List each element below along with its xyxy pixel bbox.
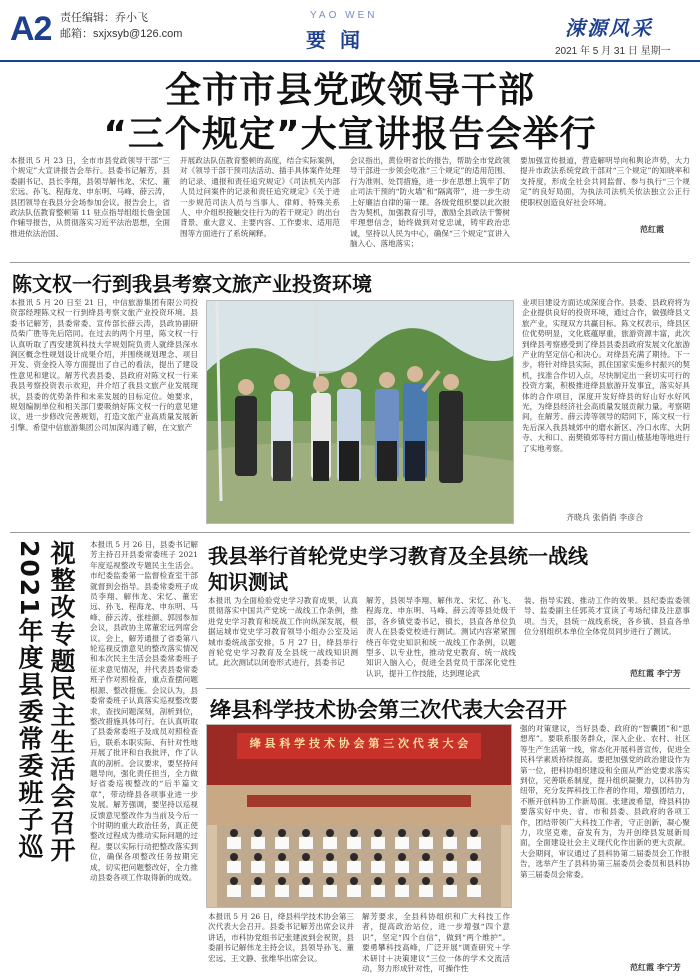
issue-date: 2021 年 5 月 31 日 星期一 — [555, 46, 671, 57]
newspaper-name: 涑源风采 — [565, 16, 653, 40]
article4-column-3: 装、指导实践、推动工作的效果。县纪委监委领导、监委副主任郭英才宣读了考场纪律及注意事项。当天，县统一战线系统，各乡镇、县直各单位分别组织本单位全体党员同步进行了测试。 — [524, 596, 690, 637]
article1-headline-line1: 全市市县党政领导干部 — [164, 70, 535, 111]
article5-headline: 绛县科学技术协会第三次代表大会召开 — [210, 698, 567, 722]
article5-byline: 范红霞 李宁芳 — [630, 962, 681, 972]
article4-headline-line1: 我县举行首轮党史学习教育及全县统一战线 — [208, 544, 588, 568]
editor-name: 责任编辑：乔小飞 — [60, 12, 148, 24]
article1-byline: 范红霞 — [640, 224, 664, 234]
article2-byline: 齐晓兵 张俏俏 李彦合 — [566, 513, 644, 522]
page-number: A2 — [10, 10, 52, 48]
article2-headline: 陈文权一行到我县考察文旅产业投资环境 — [12, 272, 372, 296]
article5-right-column: 强的对策建议，当好县委、政府的“智囊团”和“思想库”。要联系服务群众，深入企业、农村、社区等生产生活第一线，常态化开展科普宣传，促进全民科学素质持续提高。要把加强党的政治建设作为第一位，把科协组织建设和全面从严治党要求落实到位，完善联系制度，提升组织凝聚力，以科协为纽带，充分发挥科技工作者的作用，增强团结力，不断开创科协工作新局面。张建波希望，绛县科协要落实好中央、省、市和县委、县政府的各项工作，团结带领广大科技工作者，守正创新，凝心聚力，攻坚克难，奋发有为，为开创绛县发展新局面，全面建设社会主义现代化作出新的更大贡献。大会期间，审议通过了县科协第二届委员会工作报告，选举产生了县科协第三届委员会委员和县科协第三届委员会常委。 — [520, 724, 690, 879]
article1-column-2: 开展政法队伍教育整顿的高度，结合实际案例，对《领导干部干预司法活动、插手具体案件处理的记录、通报和责任追究规定》《司法机关内部人员过问案件的记录和责任追究规定》《关于进一步规范司法人员与当事人、律师、特殊关系人、中介组织接触交往行为的若干规定》的出台背景、重大意义、主要内容、工作要求、适用范围等方面进行了系统阐释。 — [180, 156, 340, 238]
congress-photo — [206, 724, 512, 908]
divider — [10, 532, 690, 533]
article3-body: 本报讯 5 月 26 日，县委书记解芳主持召开县委常委班子 2021 年度巡视整改专题民主生活会。市纪委监委第一监督检查室干部就督到会指导。县委常委班子成员李翔、解伟龙、宋忆、董宏远、孙飞、程海龙、申东明、马峰、薛云涛、张桂颜、郭园参加会议，县政协主席董宏远列席会议。会上，解芳通报了省委第八轮巡视反馈意见的整改落实情况和本次民主生活会县委常委班子征求意见情况，并代表县委常委班子作对照检查，重点查摆问题根源、整改措施。会议认为，县委常委班子认真落实巡视整改要求，查找问题深刻，剖析到位，整改措施具体可行。在认真听取了县委常委班子及成员对照检查后，联系本职实际、有针对性地开展了批评和自我批评，作了认真的剖析。会议要求，要坚持问题导向，强化责任担当，全力做好省委巡视整改的“后半篇文章”，带动绛县各项事业进一步发展。解芳强调，要坚持以巡视反馈意见整改作为当前及今后一个时期的重大政治任务，真正使整改过程成为推动实际问题的过程。要以实际行动把整改落实到位，确保各项整改任务按期完成，切实把问题整改好，全力推动县委各项工作取得新的成效。 — [90, 540, 198, 882]
section-name-en: YAO WEN — [310, 10, 378, 21]
article3-headline-part2: 2021年度县委常委班子巡 — [15, 540, 44, 861]
article1-headline-line2: “三个规定”大宣讲报告会举行 — [103, 114, 597, 155]
article1-column-4: 要加强宣传报道，营造解明导向和舆论声势，大力提升市政法系统党政干部对“三个规定”的知晓率和支持度，形成全社会共同监督、参与执行“三个规定”的良好局面，为执法司法机关依法独立公正行使职权创造良好社会环境。 — [520, 156, 690, 207]
article2-left-column: 本报讯 5 月 20 日至 21 日，中信旅游集团有限公司投资部经理陈文权一行到绛县考察文旅产业投资环境。县委书记解芳，县委常委、宣传部长薛云涛，县政协副研员柴广胜等先后陪同。在过去的两个月里，陈文权一行认真听取了西安建筑科技大学规划院负责人就绛县深水涧区概念性规划设计成果介绍，并围绕规划理念、项目开发、资金投入等方面提出了自己的看法，提出了建设性意见和建议。解芳代表县委、县政府对陈文权一行来我县考察投资表示欢迎，并介绍了我县文旅产业发展现状，县委的优势条件和未来发展的目标定位。她要求，规划编制单位和相关部门要吸纳好陈文权一行的意见建议，进一步修改完善规划，打造文旅产业高质量发展新引擎。希望中信旅游集团公司加深沟通了解，在文旅产 — [10, 298, 198, 432]
article4-column-1: 本报讯 为全面检验党史学习教育成果，认真贯彻落实中国共产党统一战线工作条例，推进党史学习教育和统战工作向纵深发展，根据运城市党史学习教育领导小组办公室及运城市委统战部安排，5 月 27 日，绛县举行首轮党史学习教育及全县统一战线知识测试。此次测试以闭卷形式进行，县委书记 — [208, 596, 358, 668]
editor-info — [60, 10, 182, 42]
article4-column-2: 解芳，县领导李翔、解伟龙、宋忆、孙飞、程海龙、申东明、马峰、薛云涛等县处级干部，各乡镇党委书记，镇长，县直各单位负责人在县委党校进行测试。测试内容紧紧围绕百年党史知识和统一战线工作条例，以题型多、以专业性，推动党史教育、统一战线知识入脑入心，促进全县党员干部深化党性认识，提升工作技能，达到理论武 — [366, 596, 516, 678]
inspection-photo-art — [207, 301, 513, 523]
article2-right-column: 业项目建设方面达成深度合作。县委、县政府将为企业提供良好的投资环境，通过合作，做强绛县文旅产业，实现双方共赢目标。陈文权表示，绛县区位优势明显，文化底蕴厚重，旅游资源丰富，此次到绛县考察感受到了绛县县委县政府发展文化旅游产业的坚定信心和决心。对绛县充满了期待。下一步，将针对绛县实际，抓住国家实施乡村振兴的契机，找准合作切入点，尽快制定出一套切实可行的投资方案，积极推进绛县旅游开发事宜，落实好具体的合作项目，深度开发好绛县的好山好水好风光，为绛县经济社会高质量发展贡献力量。考察期间，在解芳、薛云涛等领导的陪同下，陈文权一行先后深入我县城郊中的磨水新区、冷口水库、大阴寺、大和口、南樊镇郊等村方面山楂基地等地进行了实地考察。 — [522, 298, 690, 453]
article4-byline: 范红霞 李宁芳 — [630, 668, 681, 678]
article1-column-3: 会议指出，黄俭明省长的报告，帮助全市党政领导干部进一步领会吃准“三个规定”的适用范围、行为准则、处罚措施，进一步在思想上筑牢了防止司法干预的“防火墙”和“隔离带”，进一步生动上好廉洁自律的第一课。各级党组织要以此次报告为契机，加强教育引导，激励全县政法干警树牢理想信念，始终做到对党忠诚，铸牢政治忠诚，坚持以人民为中心，确保“三个规定”宣讲入脑入心、落地落实； — [350, 156, 510, 249]
article4-headline-line2: 知识测试 — [208, 570, 288, 594]
congress-banner-text: 绛 县 科 学 技 术 协 会 第 三 次 代 表 大 会 — [249, 737, 469, 750]
congress-photo-art — [207, 725, 511, 907]
divider — [206, 688, 690, 689]
article1-column-1: 本报讯 5 月 23 日，全市市县党政领导干部“三个规定”大宣讲报告会举行。县委书记解芳，县委副书记、县长李翔，县领导解伟龙、宋忆、董宏远、孙飞、程海龙、申东明、马峰、薛云涛，县团领导在我县分会场参加会议。报告会上，省政法队伍教育整顿第 11 驻点指导组组长詹金国作辅导报告，从贯彻落实习近平法治思想，全面推进依法治国、 — [10, 156, 170, 238]
editor-email: 邮箱：sxjxsyb@126.com — [60, 28, 183, 40]
divider — [10, 262, 690, 263]
inspection-photo — [206, 300, 514, 524]
article5-bottom-column-1: 本报讯 5 月 26 日，绛县科学技术协会第三次代表大会召开。县委书记解芳出席会议并讲话，市科协党组书记张建波到会祝贺，县委副书记解伟龙主持会议，县领导孙飞、董宏远、王文静、张维华出席会议。 — [208, 912, 354, 963]
section-name: 要闻 — [306, 28, 374, 52]
article3-headline-part1: 视整改专题民主生活会召开 — [47, 540, 76, 864]
article5-bottom-column-2: 解芳要求，全县科协组织和广大科技工作者，提高政治站位，进一步增强“四个意识”，坚定“四个自信”，做到“两个维护”。要勇攀科技高峰，广泛开展“调查研究＋学术研讨＋决策建议”三位一体的学术交流活动，努力形成针对性，可操作性 — [362, 912, 510, 974]
